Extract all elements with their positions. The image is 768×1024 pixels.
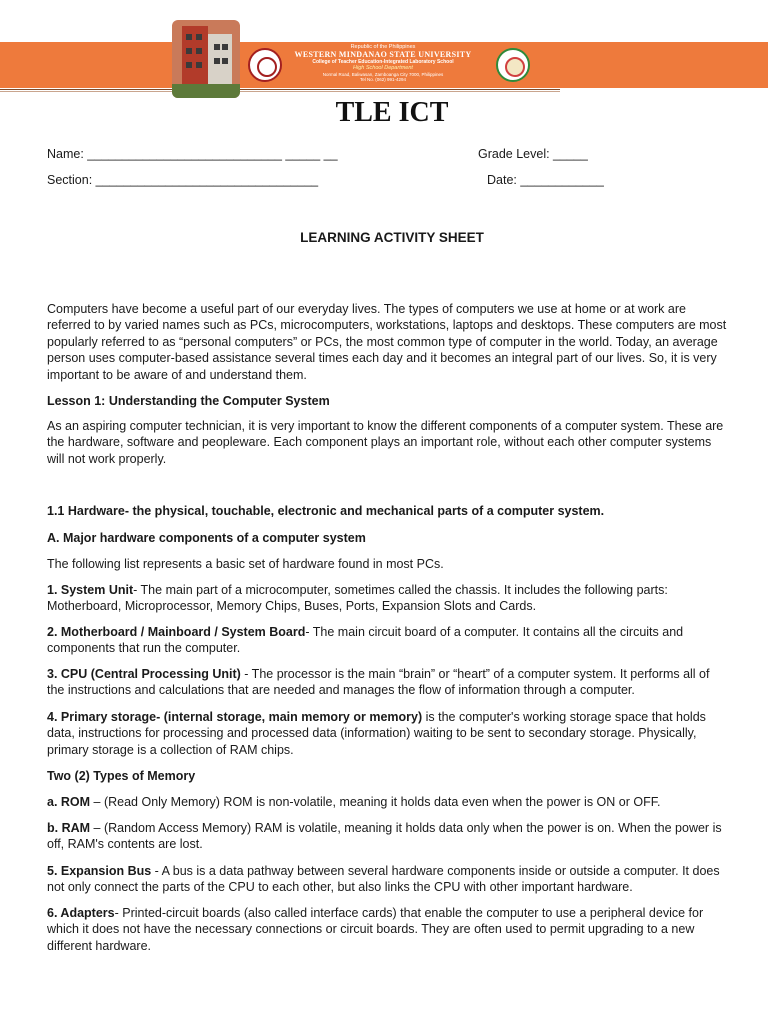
- item-text: - A bus is a data pathway between several hardware components inside or outside a computer. It does not only connect the parts of the CPU to each other, but also links the CPU with other important hardware.: [47, 864, 720, 895]
- lesson-heading: Lesson 1: Understanding the Computer System: [47, 394, 330, 408]
- lesson-paragraph: As an aspiring computer technician, it is very important to know the different components of a computer system. These are the hardware, software and peopleware. Each component plays an important role, without each other computer systems will not work properly.: [47, 419, 724, 466]
- header-text: [278, 44, 488, 82]
- list-item: [47, 624, 727, 657]
- school-seal-icon: [496, 48, 530, 82]
- item-label: 6. Adapters: [47, 906, 115, 920]
- header-rule-secondary: [0, 91, 560, 92]
- memory-label: b. RAM: [47, 821, 91, 835]
- list-item: [47, 709, 727, 758]
- memory-item: [47, 820, 727, 853]
- header-republic: Republic of the Philippines: [350, 44, 416, 50]
- grade-level-field: Grade Level: _____: [478, 147, 588, 161]
- item-text: - The main part of a microcomputer, sometimes called the chassis. It includes the following parts: Motherboard, Microprocessor, Memory Chips, Buses, Ports, Expansion Slots and Cards.: [47, 583, 668, 614]
- list-item: [47, 905, 727, 954]
- item-text: - The main circuit board of a computer. It contains all the circuits and components that run the computer.: [47, 625, 684, 656]
- item-label: 4. Primary storage- (internal storage, main memory or memory): [47, 710, 423, 724]
- list-item: [47, 863, 727, 896]
- item-label: 2. Motherboard / Mainboard / System Board: [47, 625, 306, 639]
- intro-paragraph: Computers have become a useful part of our everyday lives. The types of computers we use at home or at work are referred to by varied names such as PCs, microcomputers, workstations, laptops and desktops. These computers are most popularly referred to as “personal computers” or PCs, the most common type of computer in the world. Today, an average person uses computer-based assistance several times each day and it becomes an integral part of our lives. So, it is very important to be aware of and understand them.: [47, 302, 727, 382]
- header-university: WESTERN MINDANAO STATE UNIVERSITY: [294, 50, 472, 60]
- school-building-image: [172, 20, 240, 98]
- header-address: Normal Road, Baliwasan, Zamboanga City 7000, Philippines: [322, 71, 444, 77]
- hardware-heading: 1.1 Hardware- the physical, touchable, electronic and mechanical parts of a computer system.: [47, 504, 605, 518]
- item-text: - The processor is the main “brain” or “heart” of a computer system. It performs all of the instructions and calculations that are needed and manages the flow of information through a computer.: [47, 667, 710, 698]
- date-field: Date: ____________: [487, 173, 604, 187]
- memory-item: [47, 794, 727, 810]
- item-text: - Printed-circuit boards (also called interface cards) that enable the computer to use a peripheral device for which it does not have the necessary connections or circuit boards. They are often used to permit upgrading to a new different hardware.: [47, 906, 704, 953]
- header-department: High School Department: [353, 65, 413, 72]
- list-item: [47, 666, 727, 699]
- header-phone: Tel No. (062) 991-4294: [359, 76, 407, 82]
- memory-label: a. ROM: [47, 795, 91, 809]
- item-text: is the computer's working storage space that holds data, instructions for processing and processed data (information) waiting to be sent to secondary storage. Physically, primary storage is a collection of RAM chips.: [47, 710, 706, 757]
- major-heading: A. Major hardware components of a computer system: [47, 531, 366, 545]
- list-intro: The following list represents a basic set of hardware found in most PCs.: [47, 557, 444, 571]
- section-field: Section: ________________________________: [47, 173, 319, 187]
- name-field: Name: ____________________________ _____ __: [47, 147, 338, 161]
- item-label: 3. CPU (Central Processing Unit): [47, 667, 241, 681]
- header-college: College of Teacher Education-Integrated Laboratory School: [312, 58, 454, 65]
- list-item: [47, 582, 727, 615]
- item-label: 5. Expansion Bus: [47, 864, 152, 878]
- page-title: TLE ICT: [335, 97, 449, 128]
- memory-text: – (Read Only Memory) ROM is non-volatile, meaning it holds data even when the power is ON or OFF.: [90, 795, 661, 809]
- item-label: 1. System Unit: [47, 583, 134, 597]
- sheet-title: LEARNING ACTIVITY SHEET: [300, 230, 484, 245]
- memory-heading: Two (2) Types of Memory: [47, 769, 196, 783]
- memory-text: – (Random Access Memory) RAM is volatile, meaning it holds data only when the power is on. When the power is off, RAM's contents are lost.: [47, 821, 722, 852]
- header-rule: [0, 89, 560, 90]
- university-seal-icon: [248, 48, 282, 82]
